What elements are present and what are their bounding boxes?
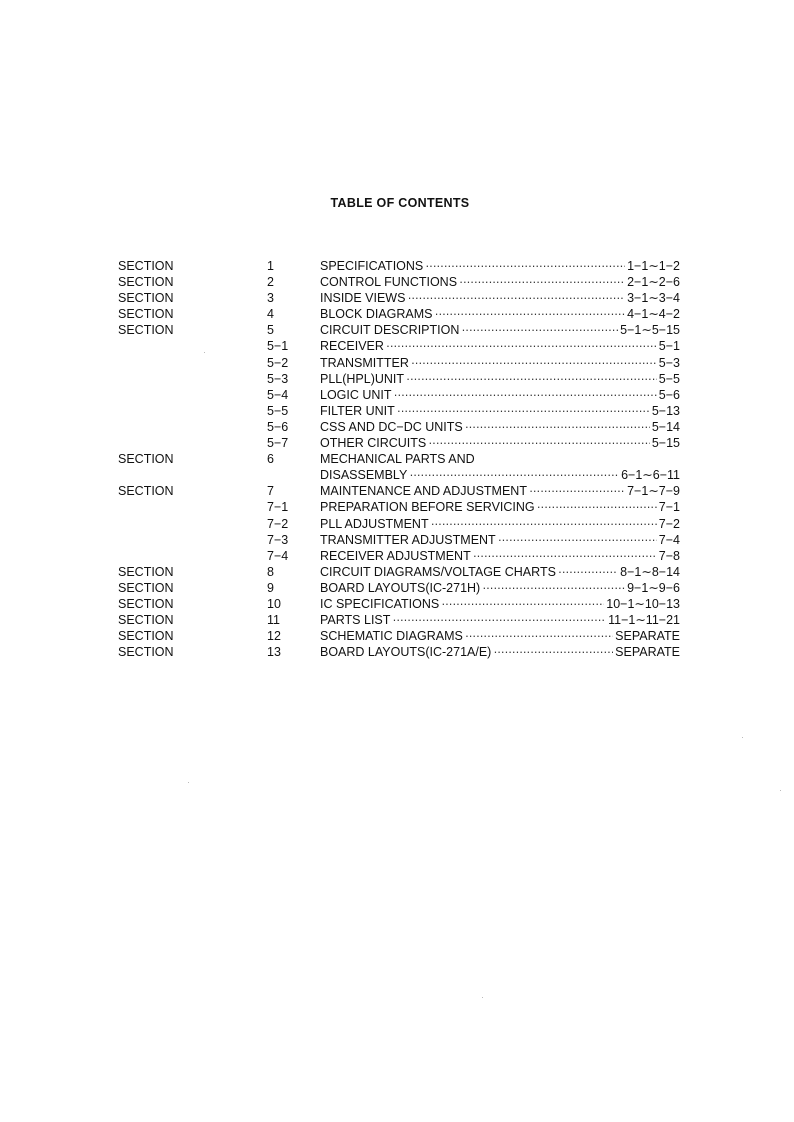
dot-leader [409, 467, 619, 483]
toc-section-number: 2 [267, 275, 274, 290]
toc-section-label: SECTION [118, 275, 174, 290]
toc-section-label: SECTION [118, 323, 174, 338]
toc-entry-title: CSS AND DC−DC UNITS [320, 419, 463, 434]
toc-entry-page: 5−15 [651, 436, 680, 451]
toc-row [118, 371, 680, 387]
toc-section-number: 7−1 [267, 500, 289, 515]
toc-entry-title: DISASSEMBLY [320, 468, 408, 483]
toc-row [118, 483, 680, 499]
toc-entry [320, 483, 680, 499]
toc-entry [320, 564, 680, 580]
toc-entry [320, 612, 680, 628]
dot-leader [473, 548, 657, 564]
toc-entry [320, 516, 680, 532]
toc-entry-title: PLL(HPL)UNIT [320, 371, 405, 386]
toc-entry-page: 5−6 [658, 387, 680, 402]
scan-speck [742, 737, 743, 738]
toc-row [118, 612, 680, 628]
toc-section-label: SECTION [118, 564, 174, 579]
toc-entry-page: 9−1∼9−6 [627, 580, 680, 595]
dot-leader [459, 274, 625, 290]
toc-entry-title: PLL ADJUSTMENT [320, 516, 429, 531]
toc-entry-page: 5−13 [651, 403, 680, 418]
toc-row [118, 435, 680, 451]
dot-leader [435, 306, 626, 322]
toc-section-label: SECTION [118, 629, 174, 644]
toc-entry-title: FILTER UNIT [320, 403, 395, 418]
toc-entry-title: BOARD LAYOUTS(IC-271H) [320, 580, 481, 595]
toc-entry-page: 7−1 [658, 500, 680, 515]
toc-entry-title: LOGIC UNIT [320, 387, 392, 402]
toc-entry-title: MAINTENANCE AND ADJUSTMENT [320, 484, 527, 499]
toc-row [118, 387, 680, 403]
dot-leader [397, 403, 650, 419]
dot-leader [411, 355, 657, 371]
toc-section-number: 1 [267, 259, 274, 273]
toc-section-number: 7−2 [267, 516, 289, 531]
toc-entry-page: 5−5 [658, 371, 680, 386]
toc-entry-title: SPECIFICATIONS [320, 259, 424, 273]
toc-section-label: SECTION [118, 580, 174, 595]
dot-leader [441, 596, 604, 612]
toc-section-number: 5−1 [267, 339, 289, 354]
dot-leader [465, 419, 650, 435]
toc-row [118, 403, 680, 419]
toc-entry-title: PARTS LIST [320, 613, 391, 628]
toc-entry [320, 371, 680, 387]
toc-entry-page: 7−2 [658, 516, 680, 531]
toc-row [118, 355, 680, 371]
toc-entry-page: 2−1∼2−6 [627, 275, 680, 290]
toc-entry [320, 628, 680, 644]
toc-row [118, 516, 680, 532]
toc-section-number: 5 [267, 323, 274, 338]
toc-section-label: SECTION [118, 307, 174, 322]
toc-entry-title: CIRCUIT DESCRIPTION [320, 323, 460, 338]
dot-leader [431, 516, 657, 532]
toc-entry-page: 11−1∼11−21 [608, 613, 680, 628]
toc-section-number: 8 [267, 564, 274, 579]
toc-section-label: SECTION [118, 596, 174, 611]
toc-entry [320, 338, 680, 354]
toc-entry-title: SCHEMATIC DIAGRAMS [320, 629, 463, 644]
toc-entry [320, 467, 680, 483]
toc-entry [320, 580, 680, 596]
toc-row [118, 467, 680, 483]
toc-entry-title: RECEIVER ADJUSTMENT [320, 548, 471, 563]
toc-entry [320, 435, 680, 451]
toc-section-label: SECTION [118, 613, 174, 628]
toc-entry-title: BLOCK DIAGRAMS [320, 307, 433, 322]
toc-entry-page: 7−8 [658, 548, 680, 563]
toc-entry-page: 1−1∼1−2 [627, 259, 680, 273]
toc-section-number: 3 [267, 291, 274, 306]
toc-section-number: 11 [267, 613, 280, 628]
page-title: TABLE OF CONTENTS [330, 196, 470, 210]
toc-row [118, 419, 680, 435]
toc-row [118, 532, 680, 548]
toc-section-number: 5−5 [267, 403, 289, 418]
toc-row [118, 322, 680, 338]
toc-entry-page: 3−1∼3−4 [627, 291, 680, 306]
toc-section-label: SECTION [118, 452, 174, 467]
toc-entry [320, 306, 680, 322]
toc-entry [320, 644, 680, 660]
toc-entry-page: 10−1∼10−13 [606, 596, 680, 611]
toc-section-number: 5−4 [267, 387, 289, 402]
dot-leader [482, 580, 625, 596]
toc-section-number: 7−4 [267, 548, 289, 563]
toc-row [118, 274, 680, 290]
toc-entry-title: RECEIVER [320, 339, 384, 354]
toc-section-number: 7−3 [267, 532, 289, 547]
toc-row [118, 644, 680, 660]
toc-entry-page: SEPARATE [615, 629, 680, 644]
toc-section-number: 12 [267, 629, 281, 644]
toc-entry [320, 596, 680, 612]
toc-entry-page: 7−1∼7−9 [627, 484, 680, 499]
toc-entry [320, 387, 680, 403]
toc-entry [320, 532, 680, 548]
toc-entry-title: CIRCUIT DIAGRAMS/VOLTAGE CHARTS [320, 564, 556, 579]
dot-leader [465, 628, 613, 644]
dot-leader [428, 435, 650, 451]
toc-section-label: SECTION [118, 645, 174, 660]
dot-leader [406, 371, 657, 387]
toc-row [118, 628, 680, 644]
toc-entry-title: CONTROL FUNCTIONS [320, 275, 458, 290]
dot-leader [394, 387, 657, 403]
toc-entry-title: IC SPECIFICATIONS [320, 596, 440, 611]
toc-section-label: SECTION [118, 259, 174, 273]
toc-section-number: 6 [267, 452, 274, 467]
toc-section-number: 7 [267, 484, 274, 499]
scan-speck [780, 790, 781, 791]
toc-entry-title: TRANSMITTER [320, 355, 409, 370]
toc-row [118, 596, 680, 612]
toc-section-label: SECTION [118, 484, 174, 499]
dot-leader [498, 532, 657, 548]
dot-leader [407, 290, 625, 306]
toc-section-number: 10 [267, 596, 281, 611]
toc-entry-title: TRANSMITTER ADJUSTMENT [320, 532, 496, 547]
toc-entry-page: 5−3 [658, 355, 680, 370]
toc-entry [320, 274, 680, 290]
toc-entry-title: OTHER CIRCUITS [320, 436, 427, 451]
toc-row [118, 548, 680, 564]
toc-entry [320, 548, 680, 564]
toc-row [118, 564, 680, 580]
scan-speck [204, 352, 205, 353]
toc-entry [320, 290, 680, 306]
toc-row [118, 338, 680, 354]
toc-section-number: 9 [267, 580, 274, 595]
dot-leader [493, 644, 613, 660]
scan-speck [188, 782, 189, 783]
toc-entry [320, 322, 680, 338]
toc-row [118, 290, 680, 306]
toc-entry-page: 6−1∼6−11 [621, 468, 680, 483]
toc-entry-title: MECHANICAL PARTS AND [320, 452, 475, 467]
toc-entry-page: 5−14 [651, 419, 680, 434]
toc-entry-title: BOARD LAYOUTS(IC-271A/E) [320, 645, 492, 660]
toc-row [118, 451, 680, 467]
toc-entry-page: 5−1∼5−15 [620, 323, 680, 338]
toc-entry-page: SEPARATE [615, 645, 680, 660]
toc-entry-page: 7−4 [658, 532, 680, 547]
dot-leader [537, 499, 657, 515]
dot-leader [386, 338, 657, 354]
toc-entry-page: 8−1∼8−14 [620, 564, 680, 579]
toc-section-label: SECTION [118, 291, 174, 306]
dot-leader [425, 258, 625, 274]
dot-leader [392, 612, 606, 628]
toc-entry-page: 5−1 [658, 339, 680, 354]
toc-entry-title: PREPARATION BEFORE SERVICING [320, 500, 535, 515]
toc-section-number: 5−6 [267, 419, 289, 434]
toc-entry [320, 258, 680, 274]
toc-section-number: 5−3 [267, 371, 289, 386]
toc-entry [320, 451, 680, 467]
toc-entry [320, 403, 680, 419]
toc-entry-page: 4−1∼4−2 [627, 307, 680, 322]
table-of-contents [118, 258, 680, 660]
toc-row [118, 499, 680, 515]
toc-section-number: 5−7 [267, 436, 289, 451]
toc-row [118, 258, 680, 274]
dot-leader [529, 483, 625, 499]
toc-row [118, 580, 680, 596]
dot-leader [558, 564, 618, 580]
toc-section-number: 13 [267, 645, 281, 660]
toc-section-number: 4 [267, 307, 274, 322]
toc-entry [320, 355, 680, 371]
toc-entry [320, 499, 680, 515]
toc-entry-title: INSIDE VIEWS [320, 291, 406, 306]
scan-speck [482, 997, 483, 998]
toc-row [118, 306, 680, 322]
toc-entry [320, 419, 680, 435]
toc-section-number: 5−2 [267, 355, 289, 370]
dot-leader [461, 322, 618, 338]
